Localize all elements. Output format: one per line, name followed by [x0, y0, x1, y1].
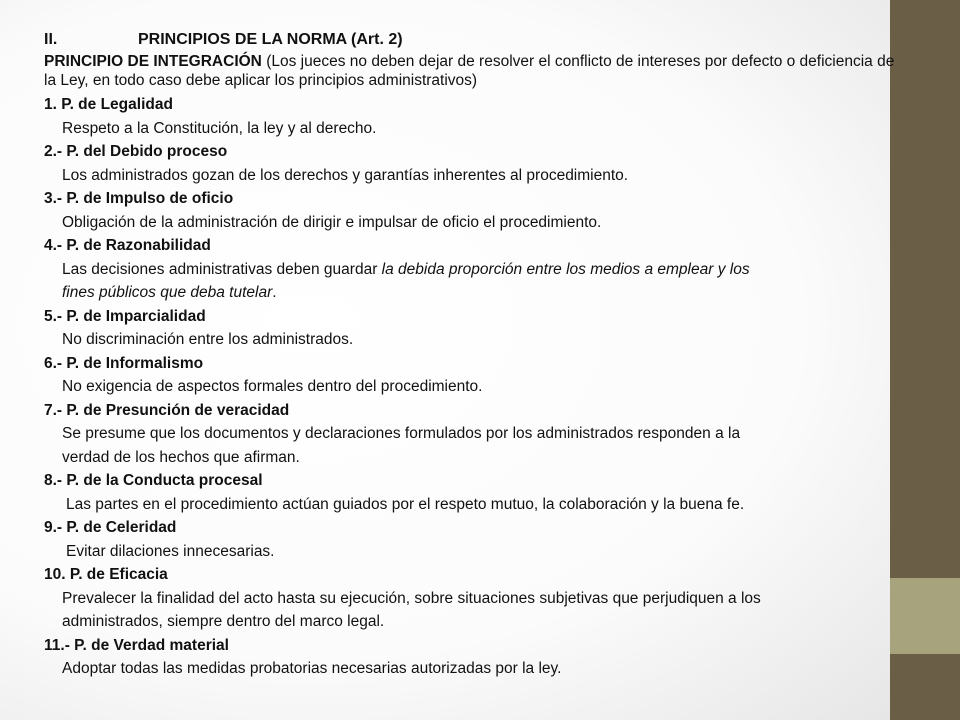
title-numeral: II.: [44, 31, 58, 48]
principle-description: Respeto a la Constitución, la ley y al derecho.: [62, 119, 377, 137]
principle-heading: 8.- P. de la Conducta procesal: [44, 472, 263, 489]
integration-principle: [44, 52, 904, 90]
principle-description: No discriminación entre los administrados.: [62, 331, 354, 348]
principle-heading: 2.- P. del Debido proceso: [44, 143, 228, 160]
principle-description: Obligación de la administración de dirigir e impulsar de oficio el procedimiento.: [62, 213, 602, 231]
slide-content: [44, 28, 904, 681]
principle-description: Las partes en el procedimiento actúan guiados por el respeto mutuo, la colaboración y la buena fe.: [66, 495, 745, 513]
principle-description: Evitar dilaciones innecesarias.: [66, 542, 275, 560]
principle-heading: 4.- P. de Razonabilidad: [44, 237, 211, 254]
principle-description-continuation: verdad de los hechos que afirman.: [62, 448, 300, 466]
description-text: Las decisiones administrativas deben guardar: [62, 260, 382, 278]
principle-heading: 5.- P. de Imparcialidad: [44, 307, 206, 325]
description-italic-text: la debida proporción entre los medios a emplear y los: [381, 260, 750, 278]
principle-heading: 11.- P. de Verdad material: [44, 636, 229, 654]
integration-label: PRINCIPIO DE INTEGRACIÓN: [44, 53, 262, 70]
principle-description-continuation: [44, 281, 904, 305]
principle-description: Prevalecer la finalidad del acto hasta su ejecución, sobre situaciones subjetivas que perjudiquen a los: [62, 589, 761, 607]
principle-heading: 1. P. de Legalidad: [44, 96, 173, 113]
principle-heading: 3.- P. de Impulso de oficio: [44, 190, 234, 207]
integration-text: (Los jueces no deben dejar de resolver el conflicto de intereses por defecto o deficiencia de la Ley, en todo caso debe aplicar los principios administrativos): [44, 53, 895, 89]
principle-description: Los administrados gozan de los derechos y garantías inherentes al procedimiento.: [62, 166, 629, 184]
principle-description: Adoptar todas las medidas probatorias necesarias autorizadas por la ley.: [62, 660, 562, 677]
principle-heading: 9.- P. de Celeridad: [44, 519, 177, 536]
principle-description: Se presume que los documentos y declaraciones formulados por los administrados responden a la: [62, 425, 741, 442]
principle-heading: 10. P. de Eficacia: [44, 566, 168, 583]
principle-description: No exigencia de aspectos formales dentro del procedimiento.: [62, 378, 483, 395]
description-italic-text: fines públicos que deba tutelar: [62, 284, 273, 301]
principle-description: [44, 258, 904, 282]
title-text: PRINCIPIOS DE LA NORMA (Art. 2): [138, 31, 403, 48]
principle-heading: 6.- P. de Informalismo: [44, 354, 204, 372]
principle-description-continuation: administrados, siempre dentro del marco legal.: [62, 613, 385, 630]
slide-title: [44, 28, 904, 52]
description-text: .: [272, 284, 277, 301]
principle-heading: 7.- P. de Presunción de veracidad: [44, 401, 290, 419]
